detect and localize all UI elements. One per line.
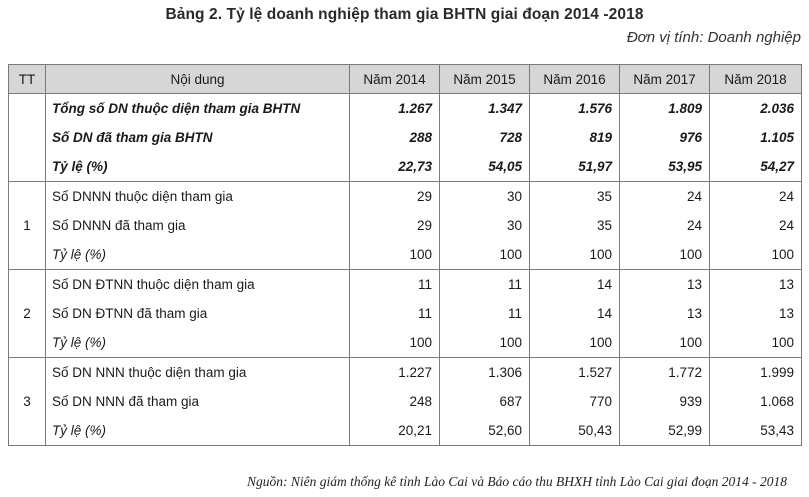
cell-value: 1.576 bbox=[530, 94, 620, 123]
row-label: Số DNNN thuộc diện tham gia bbox=[46, 182, 350, 211]
header-year-2018: Năm 2018 bbox=[710, 65, 802, 94]
row-label: Số DN ĐTNN đã tham gia bbox=[46, 299, 350, 328]
cell-value: 100 bbox=[530, 328, 620, 357]
row-label: Số DN NNN đã tham gia bbox=[46, 387, 350, 416]
cell-value: 100 bbox=[350, 240, 440, 269]
cell-value: 11 bbox=[350, 270, 440, 299]
cell-value: 13 bbox=[620, 270, 710, 299]
cell-value: 1.068 bbox=[710, 387, 802, 416]
cell-value: 13 bbox=[710, 270, 802, 299]
cell-value: 728 bbox=[440, 123, 530, 152]
table-row bbox=[9, 123, 802, 152]
cell-value: 288 bbox=[350, 123, 440, 152]
cell-value: 1.306 bbox=[440, 357, 530, 386]
cell-value: 14 bbox=[530, 299, 620, 328]
row-label: Số DN NNN thuộc diện tham gia bbox=[46, 357, 350, 386]
cell-value: 11 bbox=[440, 299, 530, 328]
row-tt bbox=[9, 94, 46, 182]
cell-value: 687 bbox=[440, 387, 530, 416]
cell-value: 939 bbox=[620, 387, 710, 416]
cell-value: 1.809 bbox=[620, 94, 710, 123]
header-year-2015: Năm 2015 bbox=[440, 65, 530, 94]
cell-value: 52,99 bbox=[620, 416, 710, 445]
cell-value: 819 bbox=[530, 123, 620, 152]
cell-value: 35 bbox=[530, 211, 620, 240]
cell-value: 24 bbox=[710, 182, 802, 211]
cell-value: 770 bbox=[530, 387, 620, 416]
table-row bbox=[9, 211, 802, 240]
cell-value: 11 bbox=[350, 299, 440, 328]
table-row bbox=[9, 182, 802, 211]
cell-value: 976 bbox=[620, 123, 710, 152]
cell-value: 20,21 bbox=[350, 416, 440, 445]
row-label: Tỷ lệ (%) bbox=[46, 328, 350, 357]
cell-value: 1.527 bbox=[530, 357, 620, 386]
source-note: Nguồn: Niên giám thống kê tỉnh Lào Cai và Báo cáo thu BHXH tỉnh Lào Cai giai đoạn 2014 - 2018 bbox=[247, 474, 787, 489]
table-title: Bảng 2. Tỷ lệ doanh nghiệp tham gia BHTN giai đoạn 2014 -2018 bbox=[165, 6, 644, 23]
row-tt: 3 bbox=[9, 357, 46, 445]
cell-value: 13 bbox=[710, 299, 802, 328]
unit-note: Đơn vị tính: Doanh nghiệp bbox=[626, 29, 801, 46]
cell-value: 24 bbox=[620, 211, 710, 240]
cell-value: 100 bbox=[710, 328, 802, 357]
table-row bbox=[9, 240, 802, 269]
cell-value: 51,97 bbox=[530, 152, 620, 181]
cell-value: 24 bbox=[620, 182, 710, 211]
cell-value: 14 bbox=[530, 270, 620, 299]
table-row bbox=[9, 270, 802, 299]
cell-value: 29 bbox=[350, 182, 440, 211]
cell-value: 54,05 bbox=[440, 152, 530, 181]
cell-value: 248 bbox=[350, 387, 440, 416]
cell-value: 100 bbox=[350, 328, 440, 357]
row-label: Số DN đã tham gia BHTN bbox=[46, 123, 350, 152]
cell-value: 29 bbox=[350, 211, 440, 240]
cell-value: 53,43 bbox=[710, 416, 802, 445]
table-row bbox=[9, 328, 802, 357]
table-row bbox=[9, 357, 802, 386]
row-label: Số DN ĐTNN thuộc diện tham gia bbox=[46, 270, 350, 299]
cell-value: 100 bbox=[620, 328, 710, 357]
header-tt: TT bbox=[9, 65, 46, 94]
row-label: Tổng số DN thuộc diện tham gia BHTN bbox=[46, 94, 350, 123]
cell-value: 1.999 bbox=[710, 357, 802, 386]
cell-value: 35 bbox=[530, 182, 620, 211]
table-row bbox=[9, 416, 802, 445]
cell-value: 22,73 bbox=[350, 152, 440, 181]
table-row bbox=[9, 152, 802, 181]
cell-value: 1.227 bbox=[350, 357, 440, 386]
cell-value: 50,43 bbox=[530, 416, 620, 445]
cell-value: 100 bbox=[530, 240, 620, 269]
table-row bbox=[9, 299, 802, 328]
header-row bbox=[9, 65, 802, 94]
cell-value: 11 bbox=[440, 270, 530, 299]
cell-value: 100 bbox=[440, 240, 530, 269]
cell-value: 2.036 bbox=[710, 94, 802, 123]
row-label: Số DNNN đã tham gia bbox=[46, 211, 350, 240]
row-tt: 1 bbox=[9, 182, 46, 270]
row-tt: 2 bbox=[9, 270, 46, 358]
row-label: Tỷ lệ (%) bbox=[46, 152, 350, 181]
cell-value: 1.772 bbox=[620, 357, 710, 386]
cell-value: 100 bbox=[440, 328, 530, 357]
cell-value: 54,27 bbox=[710, 152, 802, 181]
cell-value: 52,60 bbox=[440, 416, 530, 445]
cell-value: 100 bbox=[620, 240, 710, 269]
row-label: Tỷ lệ (%) bbox=[46, 240, 350, 269]
header-year-2016: Năm 2016 bbox=[530, 65, 620, 94]
row-label: Tỷ lệ (%) bbox=[46, 416, 350, 445]
table-row bbox=[9, 94, 802, 123]
header-year-2014: Năm 2014 bbox=[350, 65, 440, 94]
cell-value: 1.105 bbox=[710, 123, 802, 152]
header-content: Nội dung bbox=[46, 65, 350, 94]
data-table bbox=[8, 64, 802, 446]
table-row bbox=[9, 387, 802, 416]
header-year-2017: Năm 2017 bbox=[620, 65, 710, 94]
cell-value: 100 bbox=[710, 240, 802, 269]
cell-value: 1.347 bbox=[440, 94, 530, 123]
cell-value: 13 bbox=[620, 299, 710, 328]
cell-value: 24 bbox=[710, 211, 802, 240]
cell-value: 30 bbox=[440, 211, 530, 240]
cell-value: 1.267 bbox=[350, 94, 440, 123]
cell-value: 53,95 bbox=[620, 152, 710, 181]
cell-value: 30 bbox=[440, 182, 530, 211]
